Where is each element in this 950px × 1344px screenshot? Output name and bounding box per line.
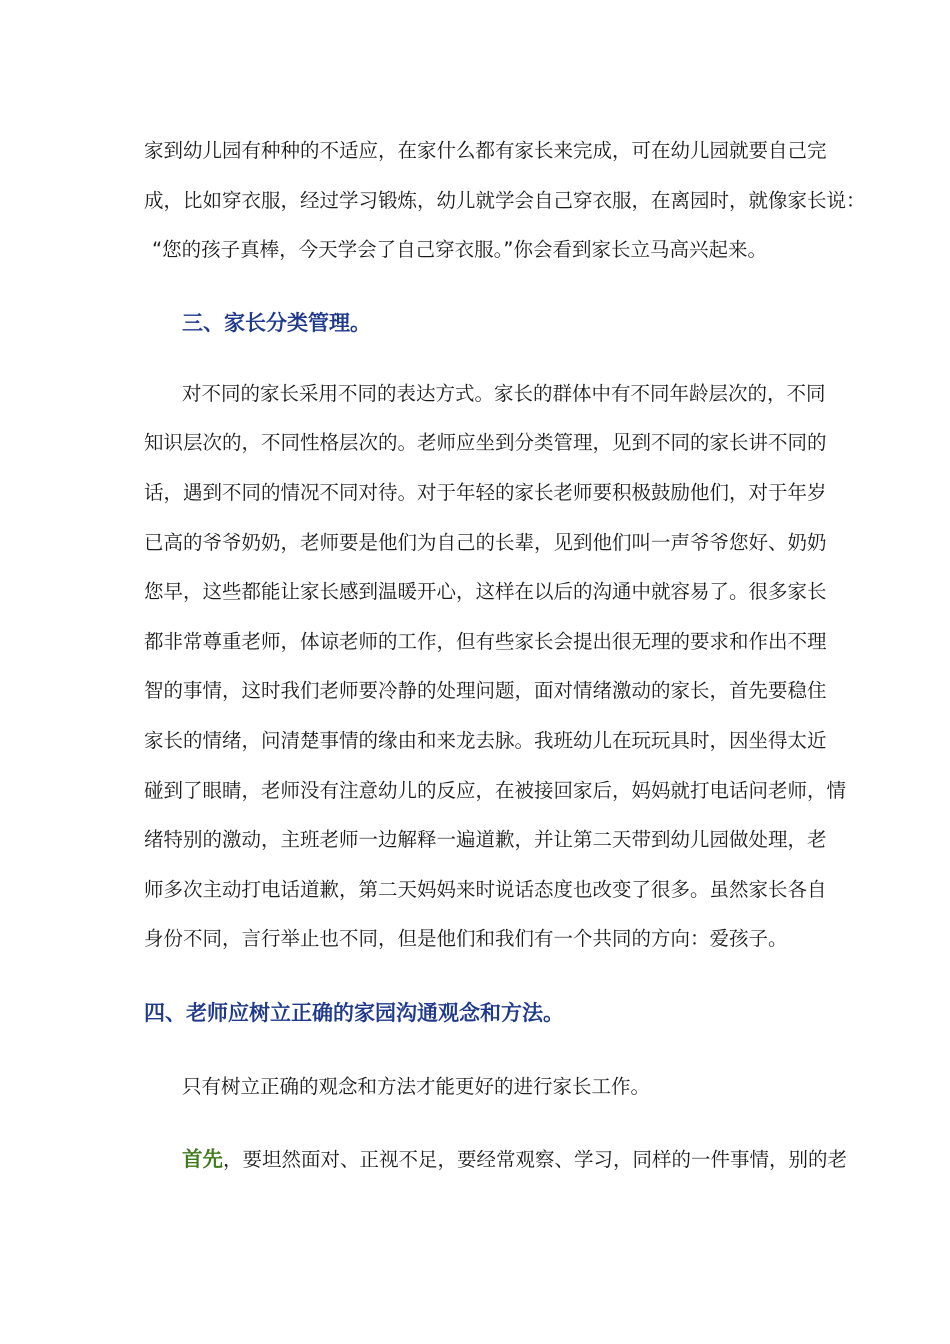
paragraph-line xyxy=(0,187,950,215)
paragraph-line-text: 家长的情绪，问清楚事情的缘由和来龙去脉。我班幼儿在玩玩具时，因坐得太近 xyxy=(144,729,827,752)
paragraph-line xyxy=(0,1145,950,1174)
paragraph-line-text: 知识层次的，不同性格层次的。老师应坐到分类管理，见到不同的家长讲不同的 xyxy=(144,431,827,454)
paragraph-line-text: 都非常尊重老师，体谅老师的工作，但有些家长会提出很无理的要求和作出不理 xyxy=(144,630,827,653)
paragraph-line-text: 师多次主动打电话道歉，第二天妈妈来时说话态度也改变了很多。虽然家长各自 xyxy=(144,878,827,901)
paragraph-line xyxy=(0,578,950,606)
first-point-text: ，要坦然面对、正视不足，要经常观察、学习，同样的一件事情，别的老 xyxy=(223,1148,848,1171)
paragraph-line-text: 绪特别的激动，主班老师一边解释一遍道歉，并让第二天带到幼儿园做处理，老 xyxy=(144,828,827,851)
paragraph-line xyxy=(0,677,950,705)
paragraph-line-text: 话，遇到不同的情况不同对待。对于年轻的家长老师要积极鼓励他们，对于年岁 xyxy=(144,481,827,504)
paragraph-line xyxy=(0,529,950,557)
paragraph-line xyxy=(0,628,950,656)
first-point-line xyxy=(182,1145,950,1174)
paragraph-line-text: 您早，这些都能让家长感到温暖开心，这样在以后的沟通中就容易了。很多家长 xyxy=(144,580,827,603)
paragraph-line xyxy=(0,777,950,805)
paragraph-line-text: 碰到了眼睛，老师没有注意幼儿的反应，在被接回家后，妈妈就打电话问老师，情 xyxy=(144,779,847,802)
paragraph-line-text: 成，比如穿衣服，经过学习锻炼，幼儿就学会自己穿衣服，在离园时，就像家长说： xyxy=(144,189,866,212)
paragraph-line xyxy=(0,236,950,264)
paragraph-line-text: “您的孩子真棒，今天学会了自己穿衣服。”你会看到家长立马高兴起来。 xyxy=(152,238,767,261)
section-heading: 三、家长分类管理。 xyxy=(182,311,371,335)
paragraph-line xyxy=(0,429,950,457)
paragraph-line-text: 只有树立正确的观念和方法才能更好的进行家长工作。 xyxy=(182,1075,651,1098)
paragraph-line-text: 对不同的家长采用不同的表达方式。家长的群体中有不同年龄层次的，不同 xyxy=(182,382,826,405)
paragraph-line xyxy=(0,727,950,755)
paragraph-line-text: 已高的爷爷奶奶，老师要是他们为自己的长辈，见到他们叫一声爷爷您好、奶奶 xyxy=(144,531,827,554)
emphasis-label: 首先 xyxy=(182,1147,223,1171)
paragraph-line xyxy=(0,826,950,854)
paragraph-line-text: 家到幼儿园有种种的不适应，在家什么都有家长来完成，可在幼儿园就要自己完 xyxy=(144,139,827,162)
paragraph-line xyxy=(0,1073,950,1101)
paragraph-line xyxy=(0,479,950,507)
paragraph-line-text: 智的事情，这时我们老师要冷静的处理问题，面对情绪激动的家长，首先要稳住 xyxy=(144,679,827,702)
section-heading: 四、老师应树立正确的家园沟通观念和方法。 xyxy=(144,1001,564,1025)
paragraph-line-text: 身份不同，言行举止也不同，但是他们和我们有一个共同的方向：爱孩子。 xyxy=(144,927,788,950)
paragraph-line xyxy=(0,380,950,408)
paragraph-line xyxy=(0,137,950,165)
paragraph-line xyxy=(0,876,950,904)
paragraph-line xyxy=(0,925,950,953)
